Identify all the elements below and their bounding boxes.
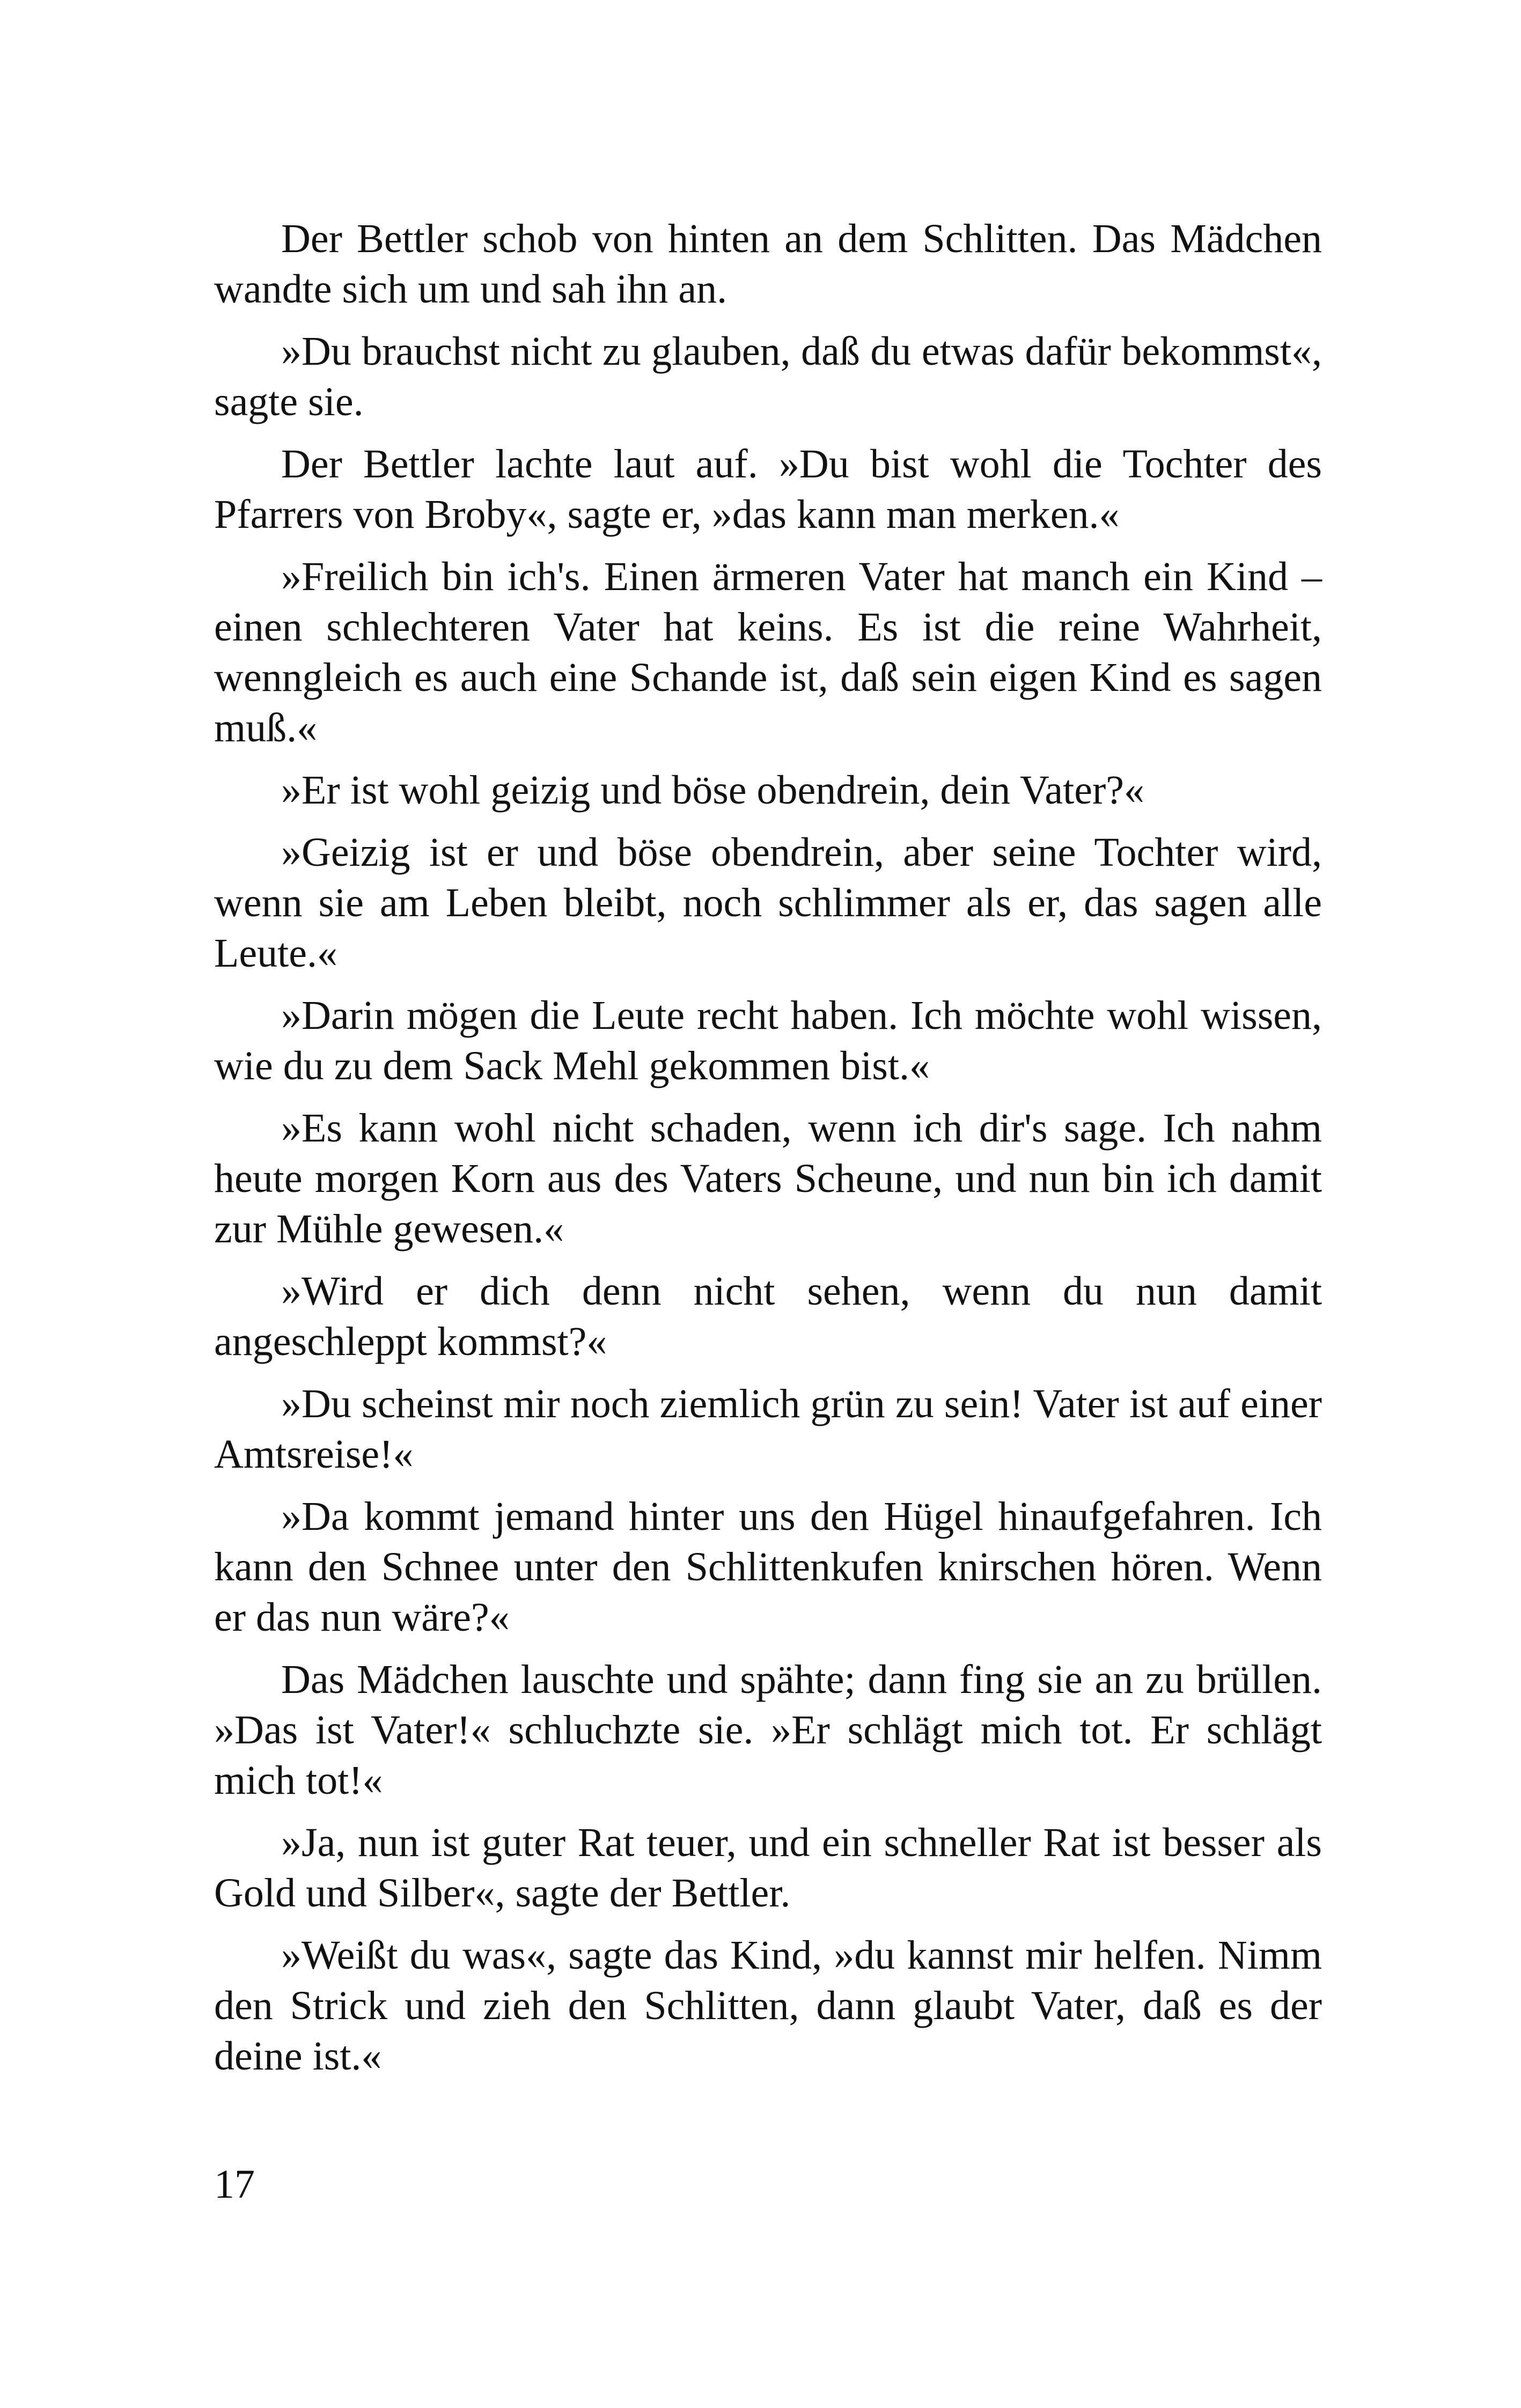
paragraph: »Es kann wohl nicht schaden, wenn ich dir's sage. Ich nahm heute morgen Korn aus des Vaters Scheune, und nun bin ich damit zur Mühle gewesen.« <box>214 1106 1322 1251</box>
paragraph: »Du scheinst mir noch ziemlich grün zu sein! Vater ist auf einer Amtsreise!« <box>214 1381 1322 1477</box>
paragraph: Das Mädchen lauschte und spähte; dann fing sie an zu brüllen. »Das ist Vater!« schluchzte sie. »Er schlägt mich tot. Er schlägt mich tot!« <box>214 1657 1322 1803</box>
paragraph: Der Bettler lachte laut auf. »Du bist wohl die Tochter des Pfarrers von Broby«, sagte er, »das kann man merken.« <box>214 441 1322 537</box>
paragraph: »Du brauchst nicht zu glauben, daß du etwas dafür bekommst«, sagte sie. <box>214 329 1322 424</box>
paragraph: »Da kommt jemand hinter uns den Hügel hinaufgefahren. Ich kann den Schnee unter den Schlittenkufen knirschen hören. Wenn er das nun wäre?« <box>214 1494 1322 1640</box>
paragraph: »Ja, nun ist guter Rat teuer, und ein schneller Rat ist besser als Gold und Silber«, sagte der Bettler. <box>214 1820 1322 1916</box>
paragraph: »Darin mögen die Leute recht haben. Ich möchte wohl wissen, wie du zu dem Sack Mehl gekommen bist.« <box>214 993 1322 1088</box>
paragraph: »Er ist wohl geizig und böse obendrein, dein Vater?« <box>281 768 1144 813</box>
paragraph: »Weißt du was«, sagte das Kind, »du kannst mir helfen. Nimm den Strick und zieh den Schlitten, dann glaubt Vater, daß es der deine ist.« <box>214 1933 1322 2079</box>
body-text <box>214 213 1322 2093</box>
paragraph: »Freilich bin ich's. Einen ärmeren Vater hat manch ein Kind – einen schlechteren Vater hat keins. Es ist die reine Wahrheit, wenngleich es auch eine Schande ist, daß sein eigen Kind es sagen muß.« <box>214 554 1322 750</box>
paragraph: »Wird er dich denn nicht sehen, wenn du nun damit angeschleppt kommst?« <box>214 1269 1322 1364</box>
page-number: 17 <box>214 2162 255 2207</box>
paragraph: »Geizig ist er und böse obendrein, aber seine Tochter wird, wenn sie am Leben bleibt, noch schlimmer als er, das sagen alle Leute.« <box>214 830 1322 976</box>
paragraph: Der Bettler schob von hinten an dem Schlitten. Das Mädchen wandte sich um und sah ihn an. <box>214 216 1322 312</box>
